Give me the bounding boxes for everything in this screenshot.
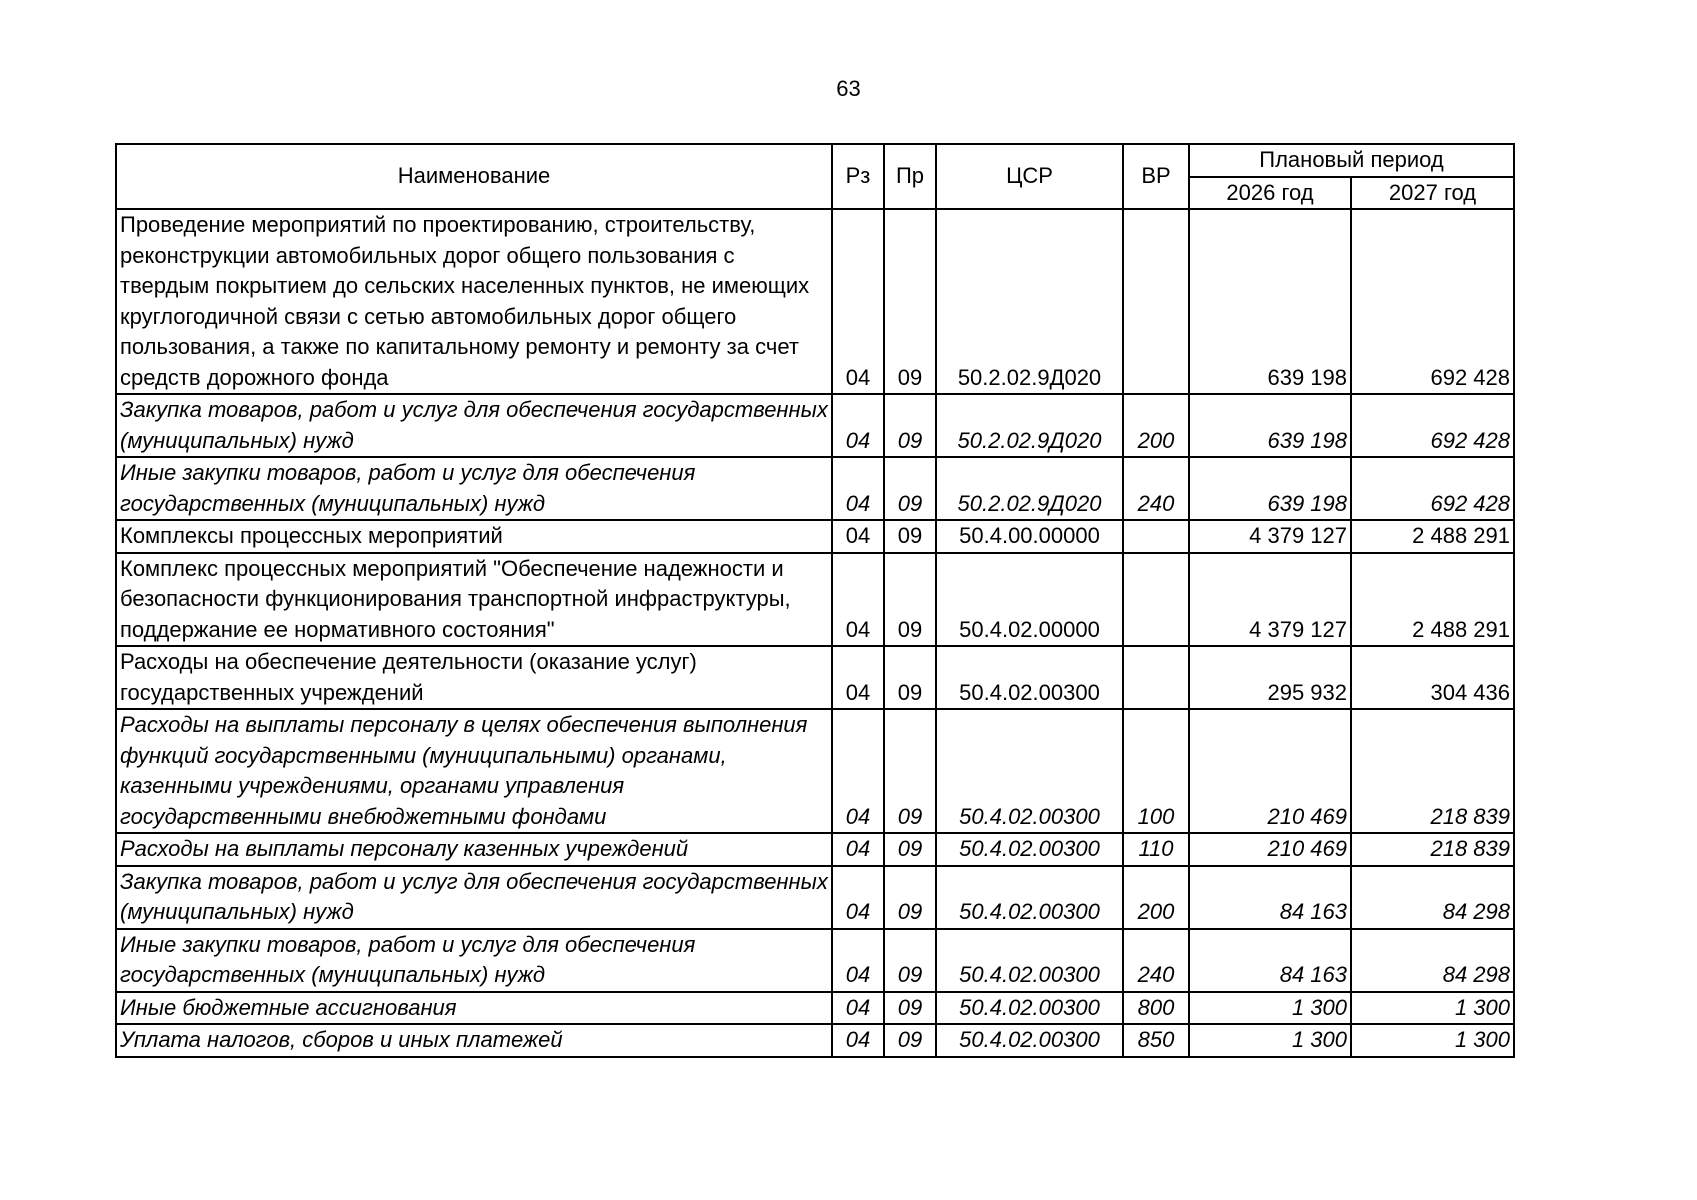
row-csr: 50.4.02.00300 xyxy=(936,709,1123,833)
row-csr: 50.2.02.9Д020 xyxy=(936,457,1123,520)
row-name: Иные бюджетные ассигнования xyxy=(116,992,832,1025)
row-rz: 04 xyxy=(832,992,884,1025)
row-rz: 04 xyxy=(832,866,884,929)
row-csr: 50.4.02.00300 xyxy=(936,646,1123,709)
row-amount-2027: 218 839 xyxy=(1351,833,1514,866)
table-row xyxy=(116,457,1514,520)
header-name: Наименование xyxy=(116,144,832,209)
row-vr xyxy=(1123,646,1189,709)
row-amount-2027: 2 488 291 xyxy=(1351,520,1514,553)
row-name: Иные закупки товаров, работ и услуг для обеспечения государственных (муниципальных) нужд xyxy=(116,457,832,520)
row-rz: 04 xyxy=(832,1024,884,1057)
row-name: Расходы на обеспечение деятельности (оказание услуг) государственных учреждений xyxy=(116,646,832,709)
row-vr xyxy=(1123,553,1189,647)
row-amount-2027: 692 428 xyxy=(1351,394,1514,457)
row-csr: 50.4.00.00000 xyxy=(936,520,1123,553)
table-body xyxy=(116,209,1514,1057)
row-vr: 850 xyxy=(1123,1024,1189,1057)
row-vr: 100 xyxy=(1123,709,1189,833)
row-vr: 240 xyxy=(1123,929,1189,992)
row-pr: 09 xyxy=(884,520,936,553)
row-amount-2026: 210 469 xyxy=(1189,833,1351,866)
row-rz: 04 xyxy=(832,833,884,866)
table-row xyxy=(116,209,1514,394)
row-pr: 09 xyxy=(884,709,936,833)
table-row xyxy=(116,992,1514,1025)
row-amount-2027: 1 300 xyxy=(1351,1024,1514,1057)
table-row xyxy=(116,520,1514,553)
row-amount-2027: 2 488 291 xyxy=(1351,553,1514,647)
row-rz: 04 xyxy=(832,929,884,992)
row-pr: 09 xyxy=(884,866,936,929)
row-rz: 04 xyxy=(832,709,884,833)
row-vr: 200 xyxy=(1123,866,1189,929)
table-row xyxy=(116,394,1514,457)
row-amount-2026: 84 163 xyxy=(1189,866,1351,929)
row-amount-2026: 4 379 127 xyxy=(1189,520,1351,553)
row-vr: 200 xyxy=(1123,394,1189,457)
row-csr: 50.2.02.9Д020 xyxy=(936,209,1123,394)
row-csr: 50.4.02.00300 xyxy=(936,866,1123,929)
row-pr: 09 xyxy=(884,646,936,709)
header-pr: Пр xyxy=(884,144,936,209)
row-amount-2026: 1 300 xyxy=(1189,1024,1351,1057)
table-row xyxy=(116,1024,1514,1057)
table-row xyxy=(116,929,1514,992)
row-name: Комплексы процессных мероприятий xyxy=(116,520,832,553)
table-row xyxy=(116,553,1514,647)
header-csr: ЦСР xyxy=(936,144,1123,209)
header-planned-period: Плановый период xyxy=(1189,144,1514,177)
row-csr: 50.4.02.00300 xyxy=(936,992,1123,1025)
row-amount-2026: 210 469 xyxy=(1189,709,1351,833)
table-row xyxy=(116,709,1514,833)
header-vr: ВР xyxy=(1123,144,1189,209)
row-amount-2026: 84 163 xyxy=(1189,929,1351,992)
row-pr: 09 xyxy=(884,833,936,866)
row-vr: 800 xyxy=(1123,992,1189,1025)
row-rz: 04 xyxy=(832,646,884,709)
row-vr xyxy=(1123,209,1189,394)
row-amount-2027: 218 839 xyxy=(1351,709,1514,833)
row-rz: 04 xyxy=(832,209,884,394)
row-name: Закупка товаров, работ и услуг для обеспечения государственных (муниципальных) нужд xyxy=(116,866,832,929)
budget-table xyxy=(115,143,1515,1058)
row-name: Расходы на выплаты персоналу в целях обеспечения выполнения функций государственными (муниципальными) органами, казенными учреждениями, органами управления государственными внебюджетными фондами xyxy=(116,709,832,833)
row-amount-2027: 692 428 xyxy=(1351,209,1514,394)
row-pr: 09 xyxy=(884,929,936,992)
row-pr: 09 xyxy=(884,209,936,394)
row-vr: 110 xyxy=(1123,833,1189,866)
row-vr: 240 xyxy=(1123,457,1189,520)
row-pr: 09 xyxy=(884,457,936,520)
row-name: Проведение мероприятий по проектированию, строительству, реконструкции автомобильных дорог общего пользования с твердым покрытием до сельских населенных пунктов, не имеющих круглогодичной связи с сетью автомобильных дорог общего пользования, а также по капитальному ремонту и ремонту за счет средств дорожного фонда xyxy=(116,209,832,394)
row-amount-2026: 295 932 xyxy=(1189,646,1351,709)
row-pr: 09 xyxy=(884,1024,936,1057)
row-amount-2026: 639 198 xyxy=(1189,209,1351,394)
table-row xyxy=(116,833,1514,866)
row-pr: 09 xyxy=(884,394,936,457)
row-name: Уплата налогов, сборов и иных платежей xyxy=(116,1024,832,1057)
header-year-2027: 2027 год xyxy=(1351,177,1514,210)
row-csr: 50.4.02.00300 xyxy=(936,1024,1123,1057)
table-row xyxy=(116,866,1514,929)
row-rz: 04 xyxy=(832,457,884,520)
row-amount-2026: 1 300 xyxy=(1189,992,1351,1025)
row-pr: 09 xyxy=(884,992,936,1025)
row-name: Закупка товаров, работ и услуг для обеспечения государственных (муниципальных) нужд xyxy=(116,394,832,457)
row-vr xyxy=(1123,520,1189,553)
row-amount-2026: 639 198 xyxy=(1189,394,1351,457)
row-name: Комплекс процессных мероприятий "Обеспечение надежности и безопасности функционирования транспортной инфраструктуры, поддержание ее нормативного состояния" xyxy=(116,553,832,647)
table-row xyxy=(116,646,1514,709)
row-csr: 50.4.02.00300 xyxy=(936,833,1123,866)
row-rz: 04 xyxy=(832,520,884,553)
row-pr: 09 xyxy=(884,553,936,647)
row-amount-2026: 639 198 xyxy=(1189,457,1351,520)
row-name: Иные закупки товаров, работ и услуг для обеспечения государственных (муниципальных) нужд xyxy=(116,929,832,992)
header-year-2026: 2026 год xyxy=(1189,177,1351,210)
row-amount-2027: 304 436 xyxy=(1351,646,1514,709)
row-csr: 50.4.02.00300 xyxy=(936,929,1123,992)
row-amount-2027: 692 428 xyxy=(1351,457,1514,520)
page-number: 63 xyxy=(836,76,861,101)
row-name: Расходы на выплаты персоналу казенных учреждений xyxy=(116,833,832,866)
row-rz: 04 xyxy=(832,394,884,457)
row-amount-2026: 4 379 127 xyxy=(1189,553,1351,647)
row-amount-2027: 1 300 xyxy=(1351,992,1514,1025)
row-csr: 50.2.02.9Д020 xyxy=(936,394,1123,457)
row-amount-2027: 84 298 xyxy=(1351,929,1514,992)
header-rz: Рз xyxy=(832,144,884,209)
row-csr: 50.4.02.00000 xyxy=(936,553,1123,647)
row-rz: 04 xyxy=(832,553,884,647)
row-amount-2027: 84 298 xyxy=(1351,866,1514,929)
